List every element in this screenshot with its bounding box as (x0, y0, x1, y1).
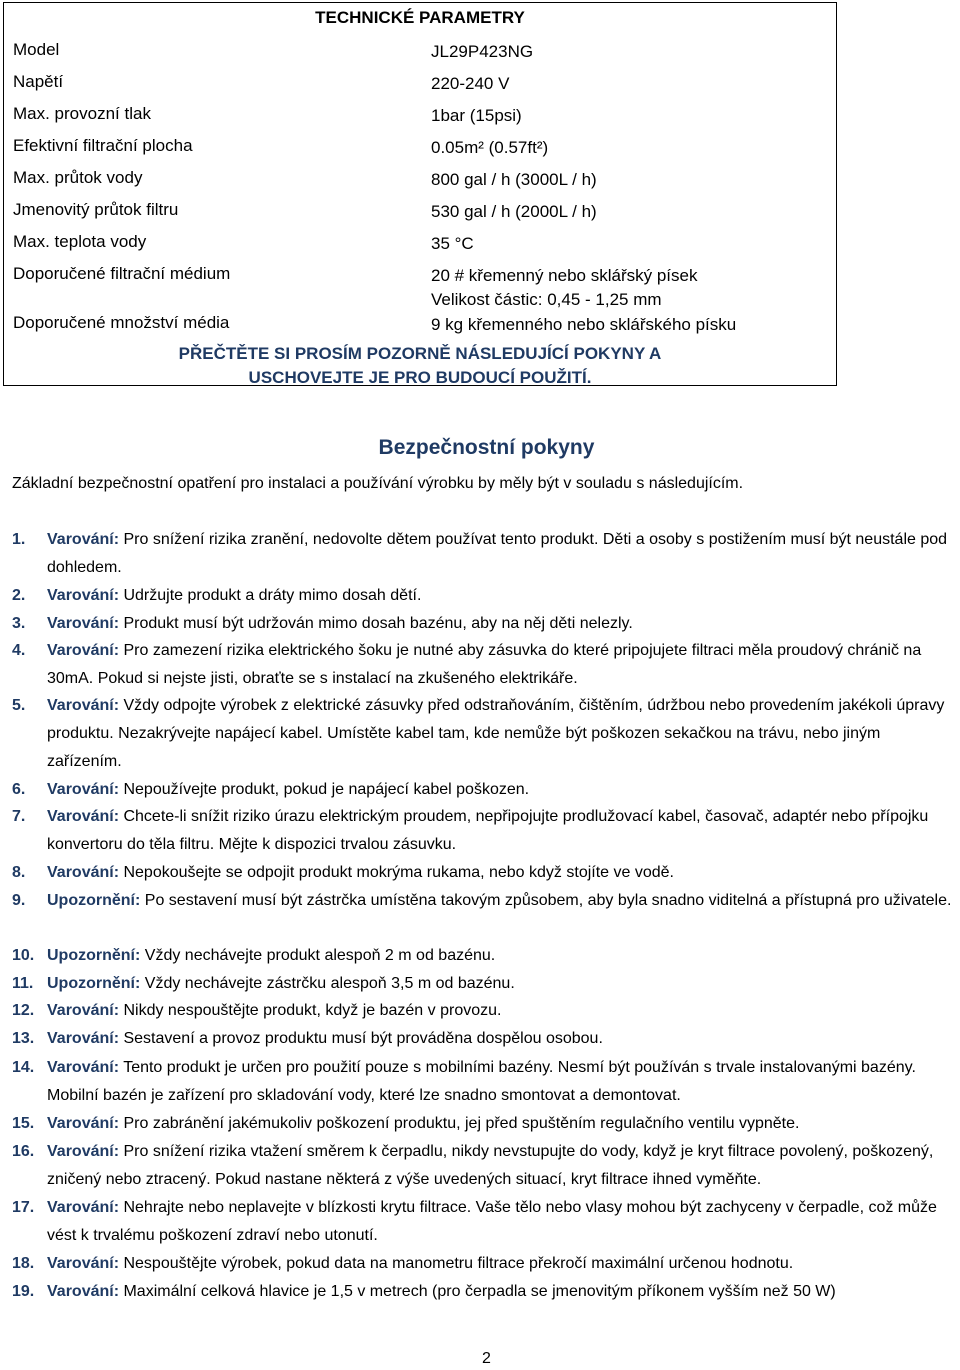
item-number: 15. (12, 1115, 35, 1132)
notice-line: USCHOVEJTE JE PRO BUDOUCÍ POUŽITÍ. (248, 368, 592, 387)
param-value: 530 gal / h (2000L / h) (431, 202, 597, 221)
item-number: 17. (12, 1199, 35, 1216)
safety-item (12, 1278, 957, 1306)
item-label: Upozornění: (47, 947, 141, 964)
safety-item (12, 1110, 957, 1138)
param-value-secondary: Velikost částic: 0,45 - 1,25 mm (431, 290, 662, 309)
item-text: Pro zabránění jakémukoliv poškození produktu, jej před spuštěním regulačního ventilu vypněte. (119, 1115, 800, 1132)
item-number: 12. (12, 1002, 35, 1019)
item-label: Varování: (47, 1199, 120, 1216)
read-instructions-notice (4, 342, 836, 390)
param-label: Jmenovitý průtok filtru (13, 200, 179, 219)
item-number: 16. (12, 1143, 35, 1160)
safety-item (12, 692, 957, 776)
item-text: Pro snížení rizika zranění, nedovolte dětem používat tento produkt. Děti a osoby s postižením musí být neustále pod dohledem. (47, 531, 948, 576)
param-value: JL29P423NG (431, 42, 534, 61)
safety-section-title: Bezpečnostní pokyny (378, 436, 595, 459)
item-text: Pro zamezení rizika elektrického šoku je nutné aby zásuvka do které pripojujete filtraci měla proudový chránič na 30mA. Pokud si nejste jisti, obraťte se s instalací na zkušeného elektrikáře. (47, 642, 922, 687)
item-label: Varování: (47, 1030, 120, 1047)
safety-item (12, 526, 957, 582)
item-number: 14. (12, 1059, 35, 1076)
safety-item (12, 1025, 957, 1053)
item-number: 1. (12, 531, 26, 548)
param-value: 0.05m² (0.57ft²) (431, 138, 549, 157)
params-title: TECHNICKÉ PARAMETRY (315, 8, 525, 27)
param-label: Doporučené filtrační médium (13, 264, 231, 283)
safety-item (12, 776, 957, 804)
item-text: Vždy nechávejte zástrčku alespoň 3,5 m od bazénu. (140, 975, 515, 992)
item-number: 2. (12, 587, 26, 604)
safety-item (12, 582, 957, 610)
param-value: 20 # křemenný nebo sklářský písek (431, 266, 698, 285)
page-number: 2 (482, 1350, 491, 1367)
item-label: Varování: (47, 1143, 120, 1160)
item-label: Varování: (47, 615, 120, 632)
item-text: Sestavení a provoz produktu musí být prováděna dospělou osobou. (119, 1030, 603, 1047)
param-label: Model (13, 40, 60, 59)
item-number: 13. (12, 1030, 35, 1047)
safety-item (12, 997, 957, 1025)
item-label: Varování: (47, 1115, 120, 1132)
param-label: Max. průtok vody (13, 168, 143, 187)
safety-item (12, 887, 957, 915)
item-label: Varování: (47, 808, 120, 825)
item-text: Vždy odpojte výrobek z elektrické zásuvky před odstraňováním, čištěním, údržbou nebo provedením jakékoli úpravy produktu. Nezakrývejte napájecí kabel. Umístěte kabel tam, kde nemůže být poškozen sekačkou na trávu, nebo jiným zařízením. (47, 697, 945, 770)
safety-intro: Základní bezpečnostní opatření pro instalaci a používání výrobku by měly být v souladu s následujícím. (12, 475, 744, 492)
item-text: Nepoužívejte produkt, pokud je napájecí kabel poškozen. (119, 781, 530, 798)
safety-item (12, 1250, 957, 1278)
item-label: Upozornění: (47, 975, 141, 992)
item-text: Tento produkt je určen pro použití pouze s mobilními bazény. Nesmí být používán s trvale instalovanými bazény. Mobilní bazén je zařízení pro skladování vody, které lze snadno smontovat a demontovat. (47, 1059, 916, 1104)
item-text: Nikdy nespouštějte produkt, když je bazén v provozu. (119, 1002, 502, 1019)
param-value: 1bar (15psi) (431, 106, 522, 125)
item-text: Nespouštějte výrobek, pokud data na manometru filtrace překročí maximální určenou hodnotu. (119, 1255, 794, 1272)
item-text: Maximální celková hlavice je 1,5 v metrech (pro čerpadla se jmenovitým příkonem vyšším než 50 W) (119, 1283, 836, 1300)
safety-item (12, 942, 957, 970)
param-value: 35 °C (431, 234, 474, 253)
item-number: 19. (12, 1283, 35, 1300)
item-number: 5. (12, 697, 26, 714)
item-label: Varování: (47, 642, 120, 659)
item-number: 3. (12, 615, 26, 632)
item-text: Nepokoušejte se odpojit produkt mokrýma rukama, nebo když stojíte ve vodě. (119, 864, 674, 881)
item-label: Varování: (47, 1283, 120, 1300)
safety-item (12, 637, 957, 693)
technical-parameters-table (3, 2, 837, 386)
item-label: Varování: (47, 531, 120, 548)
item-text: Udržujte produkt a dráty mimo dosah dětí. (119, 587, 422, 604)
item-text: Po sestavení musí být zástrčka umístěna takovým způsobem, aby byla snadno viditelná a přístupná pro uživatele. (140, 892, 952, 909)
notice-line: PŘEČTĚTE SI PROSÍM POZORNĚ NÁSLEDUJÍCÍ POKYNY A (178, 344, 662, 363)
item-number: 10. (12, 947, 35, 964)
safety-item (12, 1194, 957, 1250)
item-label: Varování: (47, 864, 120, 881)
param-label: Napětí (13, 72, 64, 91)
item-text: Produkt musí být udržován mimo dosah bazénu, aby na něj děti nelezly. (119, 615, 633, 632)
param-label: Max. provozní tlak (13, 104, 151, 123)
item-number: 11. (12, 975, 34, 992)
param-value: 800 gal / h (3000L / h) (431, 170, 597, 189)
item-number: 6. (12, 781, 26, 798)
safety-item (12, 610, 957, 638)
item-text: Nehrajte nebo neplavejte v blízkosti krytu filtrace. Vaše tělo nebo vlasy mohou být zachyceny v čerpadle, což může vést k trvalému poškození zdraví nebo utonutí. (47, 1199, 937, 1244)
item-text: Pro snížení rizika vtažení směrem k čerpadlu, nikdy nevstupujte do vody, když je kryt filtrace povolený, poškozený, zničený nebo ztracený. Pokud nastane některá z výše uvedených situací, kryt filtrace ihned vyměňte. (47, 1143, 934, 1188)
item-number: 4. (12, 642, 26, 659)
item-label: Varování: (47, 1255, 120, 1272)
item-number: 8. (12, 864, 26, 881)
safety-item (12, 859, 957, 887)
item-text: Vždy nechávejte produkt alespoň 2 m od bazénu. (140, 947, 496, 964)
item-text: Chcete-li snížit riziko úrazu elektrickým proudem, nepřipojujte prodlužovací kabel, časovač, adaptér nebo přípojku konvertoru do těla filtru. Mějte k dispozici trvalou zásuvku. (47, 808, 929, 853)
safety-item (12, 970, 957, 998)
item-number: 9. (12, 892, 26, 909)
item-label: Varování: (47, 1059, 120, 1076)
param-value: 9 kg křemenného nebo sklářského písku (431, 315, 737, 334)
item-label: Varování: (47, 781, 120, 798)
param-value: 220-240 V (431, 74, 510, 93)
safety-item (12, 1054, 957, 1110)
item-label: Varování: (47, 697, 120, 714)
item-label: Varování: (47, 587, 120, 604)
item-label: Upozornění: (47, 892, 141, 909)
item-number: 7. (12, 808, 26, 825)
param-label: Max. teplota vody (13, 232, 147, 251)
param-label: Doporučené množství média (13, 313, 230, 332)
param-label: Efektivní filtrační plocha (13, 136, 193, 155)
safety-item (12, 1138, 957, 1194)
item-number: 18. (12, 1255, 35, 1272)
item-label: Varování: (47, 1002, 120, 1019)
safety-item (12, 803, 957, 859)
